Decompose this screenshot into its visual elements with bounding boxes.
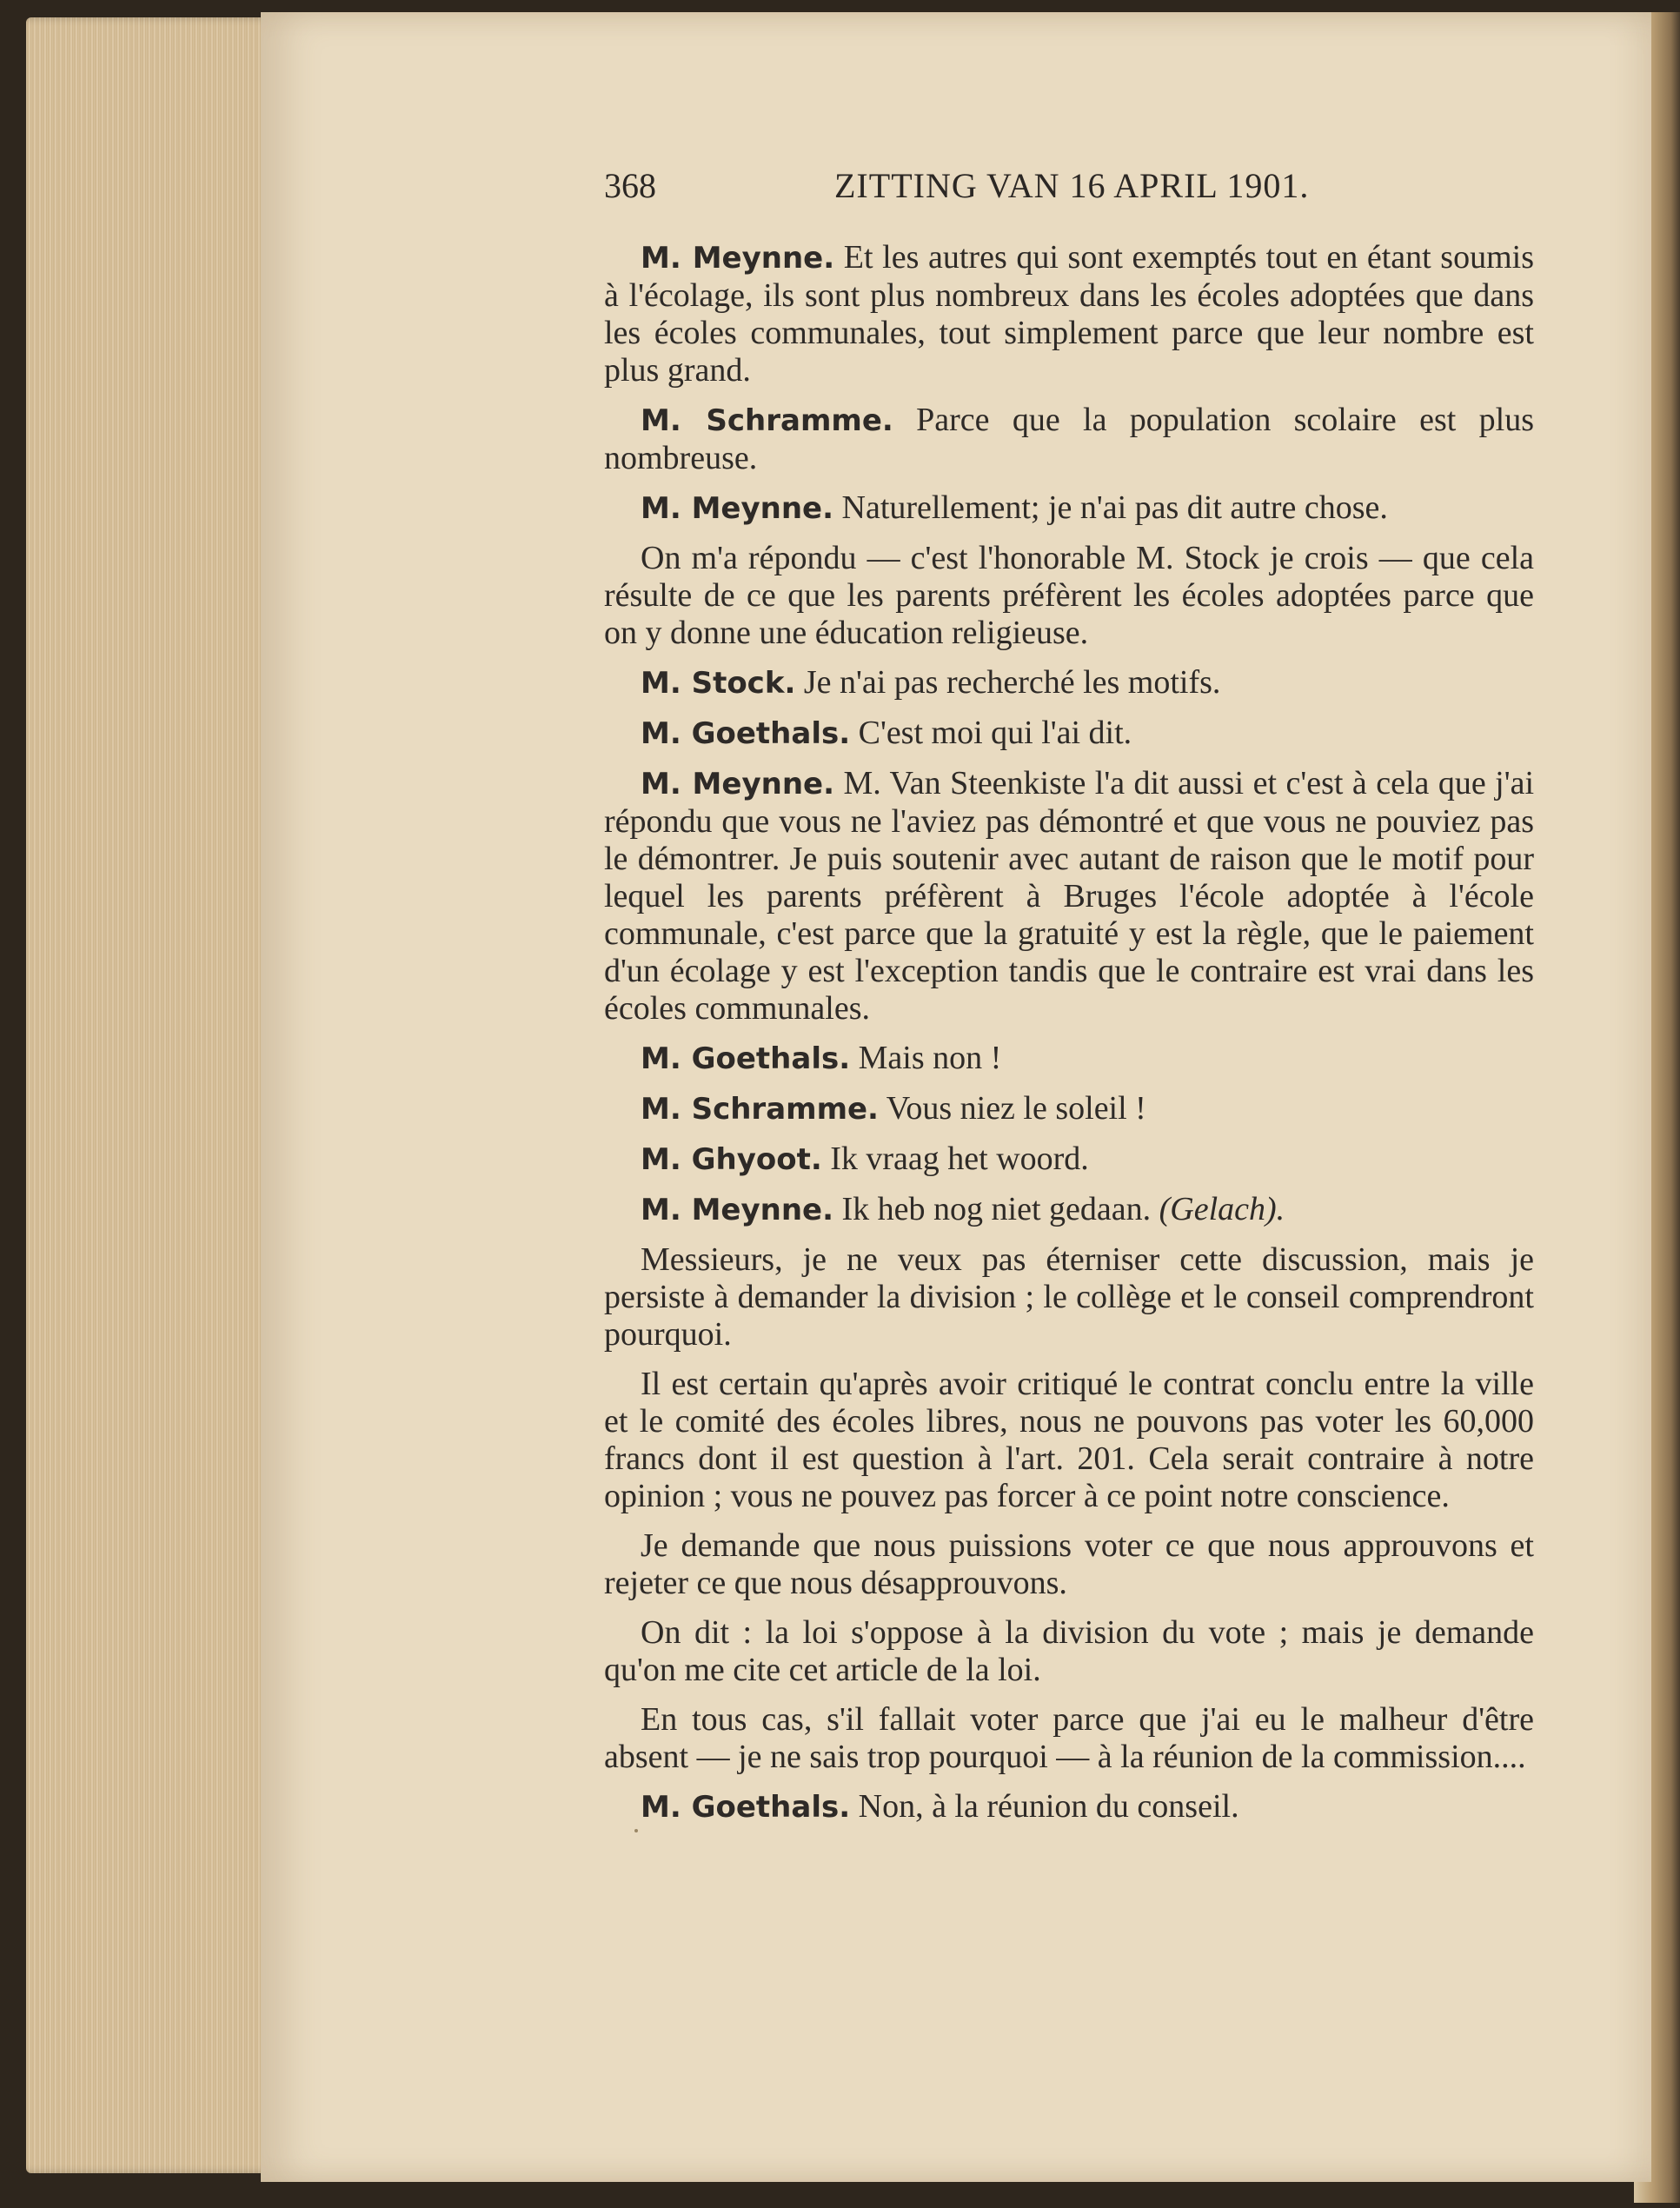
paragraph-text: On m'a répondu — c'est l'honorable M. Stock je crois — que cela résulte de ce que les parents préfèrent les écoles adoptées parce que on y donne une éducation religieuse. xyxy=(604,540,1534,651)
paragraph-text: Ik vraag het woord. xyxy=(821,1141,1089,1177)
paragraph xyxy=(604,1040,1534,1078)
speaker-name: M. Goethals. xyxy=(641,1790,851,1825)
speaker-name: M. Ghyoot. xyxy=(641,1142,822,1177)
speaker-name: M. Schramme. xyxy=(641,403,893,438)
page-edges xyxy=(26,17,287,2173)
paragraph xyxy=(604,239,1534,389)
speaker-name: M. Goethals. xyxy=(641,1041,851,1076)
speaker-name: M. Meynne. xyxy=(641,241,835,276)
paragraph xyxy=(604,1241,1534,1353)
paragraph-text: Je demande que nous puissions voter ce que nous approuvons et rejeter ce que nous désapprouvons. xyxy=(604,1527,1534,1601)
paragraph-text: Messieurs, je ne veux pas éterniser cette discussion, mais je persiste à demander la division ; le collège et le conseil comprendront pourquoi. xyxy=(604,1241,1534,1353)
paragraph-text: Vous niez le soleil ! xyxy=(878,1090,1146,1127)
body-text xyxy=(604,239,1534,1839)
paragraph-text: Non, à la réunion du conseil. xyxy=(850,1788,1239,1825)
paragraph xyxy=(604,1090,1534,1128)
paragraph xyxy=(604,1701,1534,1776)
paragraph xyxy=(604,1366,1534,1515)
paragraph-text: Je n'ai pas recherché les motifs. xyxy=(795,664,1221,701)
running-title: ZITTING VAN 16 APRIL 1901. xyxy=(834,166,1310,205)
paragraph-text: Il est certain qu'après avoir critiqué le contrat conclu entre la ville et le comité des écoles libres, nous ne pouvons pas voter les 60,000 francs dont il est question à l'art. 201. Cela serait contraire à notre opinion ; vous ne pouvez pas forcer à ce point notre conscience. xyxy=(604,1366,1534,1514)
speaker-name: M. Meynne. xyxy=(641,767,835,801)
paragraph-text: Et les autres qui sont exemptés tout en étant soumis à l'écolage, ils sont plus nombreux dans les écoles adoptées que dans les écoles communales, tout simplement parce que leur nombre est plus grand. xyxy=(604,239,1535,389)
paragraph xyxy=(604,540,1534,652)
speaker-name: M. Stock. xyxy=(641,666,796,701)
paragraph xyxy=(604,1788,1534,1826)
speaker-name: M. Meynne. xyxy=(641,1193,834,1227)
paragraph-text: Ik heb nog niet gedaan. xyxy=(833,1191,1159,1227)
paragraph xyxy=(604,1141,1534,1179)
paragraph-text: On dit : la loi s'oppose à la division du vote ; mais je demande qu'on me cite cet article de la loi. xyxy=(604,1614,1534,1688)
paragraph-text: En tous cas, s'il fallait voter parce que j'ai eu le malheur d'être absent — je ne sais trop pourquoi — à la réunion de la commission.... xyxy=(604,1701,1534,1775)
paragraph xyxy=(604,1191,1534,1229)
paragraph-text: Parce que la population scolaire est plus nombreuse. xyxy=(604,402,1534,476)
page-number: 368 xyxy=(604,166,656,205)
speaker-name: M. Goethals. xyxy=(641,716,851,751)
paragraph-text: Naturellement; je n'ai pas dit autre chose. xyxy=(833,489,1388,526)
speaker-name: M. Meynne. xyxy=(641,491,834,526)
running-header xyxy=(604,165,1386,217)
paragraph-text: Mais non ! xyxy=(850,1040,1002,1076)
paragraph xyxy=(604,402,1534,477)
stage-direction: (Gelach). xyxy=(1159,1191,1285,1227)
paragraph-text: C'est moi qui l'ai dit. xyxy=(850,715,1132,751)
paragraph xyxy=(604,664,1534,702)
speaker-name: M. Schramme. xyxy=(641,1092,879,1127)
paragraph xyxy=(604,1614,1534,1689)
paragraph xyxy=(604,489,1534,528)
paragraph xyxy=(604,1527,1534,1602)
paragraph-text: M. Van Steenkiste l'a dit aussi et c'est à cela que j'ai répondu que vous ne l'aviez pas démontré et que vous ne pouviez pas le démontrer. Je puis soutenir avec autant de raison que le motif pour lequel les parents préfèrent à Bruges l'école adoptée à l'école communale, c'est parce que la gratuité y est la règle, que le paiement d'un écolage y est l'exception tandis que le contraire est vrai dans les écoles communales. xyxy=(604,765,1535,1027)
paragraph xyxy=(604,765,1534,1028)
paragraph xyxy=(604,715,1534,753)
